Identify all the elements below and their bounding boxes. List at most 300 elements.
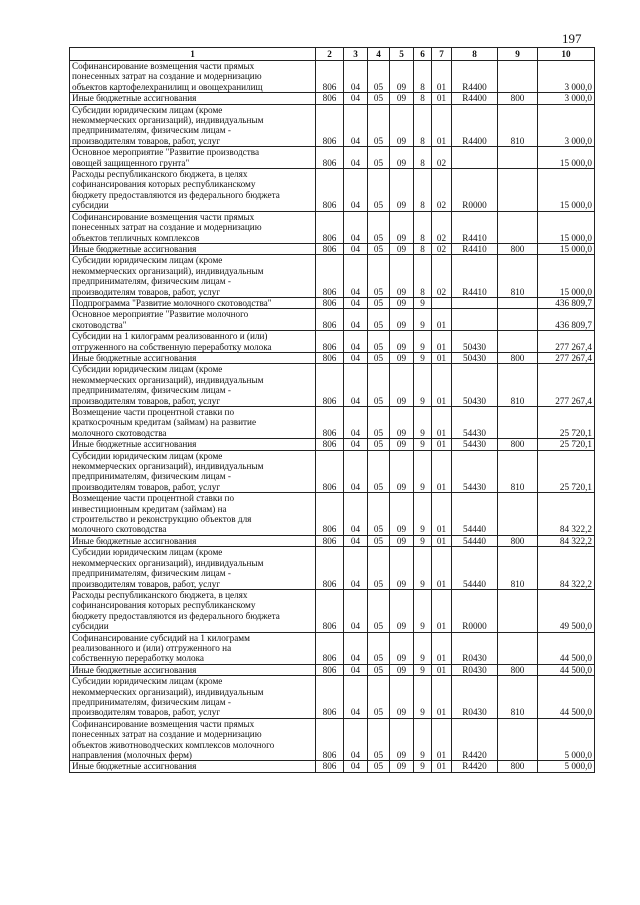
row-name-line: Софинансирование возмещения части прямых [72, 718, 255, 729]
subsection-cell: 05 [368, 243, 390, 254]
measure-cell: 01 [432, 104, 452, 147]
expense-type-cell: 810 [498, 450, 538, 493]
row-name-line: некоммерческих организаций), индивидуальным [72, 265, 264, 276]
table-row [70, 147, 595, 169]
table-row [70, 535, 595, 546]
direction-cell: 54440 [452, 493, 498, 536]
direction-cell [452, 147, 498, 169]
subsection-cell: 05 [368, 364, 390, 407]
row-name-cell [70, 104, 316, 147]
direction-cell: 50430 [452, 364, 498, 407]
section-cell: 04 [344, 589, 368, 632]
amount-cell: 277 267,4 [538, 331, 595, 353]
row-name-line: некоммерческих организаций), индивидуальным [72, 461, 264, 472]
admin-code-cell: 806 [316, 664, 344, 675]
section-cell: 04 [344, 761, 368, 772]
row-name-cell [70, 211, 316, 243]
program-cell: 09 [390, 169, 414, 212]
row-name-line: понесенных затрат на создание и модернизацию [72, 222, 262, 233]
section-cell: 04 [344, 211, 368, 243]
expense-type-cell [498, 147, 538, 169]
subprogram-cell: 9 [414, 450, 432, 493]
row-name-line: Расходы республиканского бюджета, в целях [72, 589, 248, 600]
row-name-line: предпринимателям, физическим лицам - [72, 385, 231, 396]
table-row [70, 547, 595, 590]
expense-type-cell: 810 [498, 255, 538, 298]
program-cell: 09 [390, 61, 414, 93]
section-cell: 04 [344, 243, 368, 254]
row-name-line: некоммерческих организаций), индивидуальным [72, 686, 264, 697]
measure-cell: 02 [432, 147, 452, 169]
row-name-line: некоммерческих организаций), индивидуальным [72, 557, 264, 568]
row-name-line: объектов тепличных комплексов [72, 232, 200, 243]
subprogram-cell: 9 [414, 297, 432, 308]
section-cell: 04 [344, 104, 368, 147]
section-cell: 04 [344, 364, 368, 407]
table-header [70, 48, 595, 61]
measure-cell: 01 [432, 93, 452, 104]
subsection-cell: 05 [368, 407, 390, 439]
expense-type-cell: 800 [498, 664, 538, 675]
table-row [70, 439, 595, 450]
section-cell: 04 [344, 493, 368, 536]
row-name-cell [70, 450, 316, 493]
program-cell: 09 [390, 255, 414, 298]
program-cell: 09 [390, 439, 414, 450]
row-name-line: направления (молочных ферм) [72, 750, 192, 760]
program-cell: 09 [390, 493, 414, 536]
row-name-line: Основное мероприятие "Развитие производства [72, 147, 260, 158]
column-header-3: 3 [344, 48, 368, 61]
admin-code-cell: 806 [316, 493, 344, 536]
row-name-line: Иные бюджетные ассигнования [72, 93, 197, 104]
row-name-line: Иные бюджетные ассигнования [72, 664, 197, 675]
row-name-line: объектов картофелехранилищ и овощехранилищ [72, 81, 263, 92]
table-row [70, 93, 595, 104]
direction-cell: R0000 [452, 169, 498, 212]
direction-cell: R4420 [452, 761, 498, 772]
table-row [70, 664, 595, 675]
row-name-cell [70, 93, 316, 104]
direction-cell [452, 309, 498, 331]
row-name-cell [70, 147, 316, 169]
section-cell: 04 [344, 352, 368, 363]
measure-cell: 01 [432, 407, 452, 439]
expense-type-cell: 800 [498, 243, 538, 254]
subsection-cell: 05 [368, 93, 390, 104]
program-cell: 09 [390, 632, 414, 664]
program-cell: 09 [390, 243, 414, 254]
admin-code-cell: 806 [316, 147, 344, 169]
column-header-9: 9 [498, 48, 538, 61]
row-name-cell [70, 255, 316, 298]
row-name-line: производителям товаров, работ, услуг [72, 578, 221, 589]
row-name-line: Софинансирование возмещения части прямых [72, 211, 255, 222]
direction-cell: 54430 [452, 439, 498, 450]
table-row [70, 589, 595, 632]
row-name-line: Возмещение части процентной ставки по [72, 407, 235, 417]
row-name-line: Софинансирование субсидий на 1 килограмм [72, 632, 250, 643]
row-name-line: предпринимателям, физическим лицам - [72, 568, 231, 579]
row-name-line: производителям товаров, работ, услуг [72, 286, 221, 297]
admin-code-cell: 806 [316, 632, 344, 664]
row-name-line: производителям товаров, работ, услуг [72, 707, 221, 718]
row-name-line: скотоводства" [72, 319, 127, 330]
measure-cell: 01 [432, 589, 452, 632]
row-name-cell [70, 589, 316, 632]
measure-cell: 01 [432, 450, 452, 493]
row-name-line: производителям товаров, работ, услуг [72, 395, 221, 406]
expense-type-cell [498, 309, 538, 331]
program-cell: 09 [390, 664, 414, 675]
row-name-line: понесенных затрат на создание и модернизацию [72, 729, 262, 740]
subprogram-cell: 9 [414, 664, 432, 675]
row-name-line: Субсидии юридическим лицам (кроме [72, 104, 223, 115]
subsection-cell: 05 [368, 450, 390, 493]
row-name-line: Иные бюджетные ассигнования [72, 439, 197, 450]
admin-code-cell: 806 [316, 297, 344, 308]
measure-cell: 01 [432, 547, 452, 590]
column-header-1: 1 [70, 48, 316, 61]
row-name-cell [70, 331, 316, 353]
subprogram-cell: 8 [414, 243, 432, 254]
amount-cell: 84 322,2 [538, 493, 595, 536]
table-row [70, 255, 595, 298]
table-row [70, 407, 595, 439]
table-row [70, 450, 595, 493]
row-name-cell [70, 676, 316, 719]
subsection-cell: 05 [368, 331, 390, 353]
admin-code-cell: 806 [316, 61, 344, 93]
program-cell: 09 [390, 535, 414, 546]
row-name-line: понесенных затрат на создание и модернизацию [72, 71, 262, 82]
subprogram-cell: 9 [414, 547, 432, 590]
table-row [70, 718, 595, 761]
table-row [70, 761, 595, 772]
direction-cell: 54440 [452, 547, 498, 590]
row-name-cell [70, 243, 316, 254]
program-cell: 09 [390, 211, 414, 243]
measure-cell: 01 [432, 61, 452, 93]
row-name-line: Субсидии юридическим лицам (кроме [72, 676, 223, 687]
amount-cell: 3 000,0 [538, 61, 595, 93]
row-name-line: предпринимателям, физическим лицам - [72, 471, 231, 482]
direction-cell: R4400 [452, 61, 498, 93]
subprogram-cell: 9 [414, 589, 432, 632]
direction-cell: 50430 [452, 352, 498, 363]
section-cell: 04 [344, 632, 368, 664]
direction-cell [452, 297, 498, 308]
direction-cell: R0000 [452, 589, 498, 632]
amount-cell: 44 500,0 [538, 676, 595, 719]
section-cell: 04 [344, 439, 368, 450]
table-row [70, 364, 595, 407]
row-name-line: предпринимателям, физическим лицам - [72, 276, 231, 287]
subsection-cell: 05 [368, 664, 390, 675]
section-cell: 04 [344, 147, 368, 169]
table-row [70, 61, 595, 93]
amount-cell: 15 000,0 [538, 255, 595, 298]
subprogram-cell: 9 [414, 309, 432, 331]
admin-code-cell: 806 [316, 352, 344, 363]
admin-code-cell: 806 [316, 450, 344, 493]
subsection-cell: 05 [368, 439, 390, 450]
section-cell: 04 [344, 718, 368, 761]
row-name-line: Субсидии юридическим лицам (кроме [72, 364, 223, 375]
row-name-line: предпринимателям, физическим лицам - [72, 125, 231, 136]
row-name-cell [70, 309, 316, 331]
table-row [70, 493, 595, 536]
section-cell: 04 [344, 255, 368, 298]
subprogram-cell: 9 [414, 331, 432, 353]
row-name-cell [70, 352, 316, 363]
expense-type-cell [498, 407, 538, 439]
row-name-line: овощей защищенного грунта" [72, 157, 190, 168]
amount-cell: 5 000,0 [538, 761, 595, 772]
subprogram-cell: 8 [414, 93, 432, 104]
admin-code-cell: 806 [316, 331, 344, 353]
direction-cell: R4420 [452, 718, 498, 761]
column-header-7: 7 [432, 48, 452, 61]
row-name-cell [70, 169, 316, 212]
header-row [70, 48, 595, 61]
program-cell: 09 [390, 676, 414, 719]
subprogram-cell: 9 [414, 632, 432, 664]
row-name-line: софинансирования которых республиканскому [72, 179, 256, 190]
admin-code-cell: 806 [316, 364, 344, 407]
row-name-line: субсидии [72, 200, 109, 211]
table-row [70, 676, 595, 719]
amount-cell: 15 000,0 [538, 243, 595, 254]
row-name-line: Субсидии юридическим лицам (кроме [72, 450, 223, 461]
subprogram-cell: 9 [414, 761, 432, 772]
program-cell: 09 [390, 104, 414, 147]
subsection-cell: 05 [368, 589, 390, 632]
program-cell: 09 [390, 718, 414, 761]
expense-type-cell: 800 [498, 352, 538, 363]
section-cell: 04 [344, 676, 368, 719]
subprogram-cell: 9 [414, 676, 432, 719]
row-name-line: некоммерческих организаций), индивидуальным [72, 115, 264, 126]
row-name-line: краткосрочным кредитам (займам) на развитие [72, 417, 257, 428]
section-cell: 04 [344, 535, 368, 546]
row-name-line: Софинансирование возмещения части прямых [72, 61, 255, 71]
section-cell: 04 [344, 407, 368, 439]
section-cell: 04 [344, 169, 368, 212]
amount-cell: 15 000,0 [538, 169, 595, 212]
row-name-line: Расходы республиканского бюджета, в целях [72, 169, 248, 180]
section-cell: 04 [344, 547, 368, 590]
direction-cell: R4400 [452, 104, 498, 147]
measure-cell: 01 [432, 331, 452, 353]
subprogram-cell: 8 [414, 104, 432, 147]
amount-cell: 277 267,4 [538, 352, 595, 363]
program-cell: 09 [390, 93, 414, 104]
table-row [70, 243, 595, 254]
table-row [70, 211, 595, 243]
direction-cell: R4410 [452, 243, 498, 254]
row-name-cell [70, 718, 316, 761]
amount-cell: 436 809,7 [538, 297, 595, 308]
section-cell: 04 [344, 450, 368, 493]
subprogram-cell: 8 [414, 211, 432, 243]
measure-cell: 02 [432, 169, 452, 212]
row-name-line: Субсидии юридическим лицам (кроме [72, 547, 223, 558]
row-name-cell [70, 297, 316, 308]
admin-code-cell: 806 [316, 93, 344, 104]
subsection-cell: 05 [368, 104, 390, 147]
expense-type-cell [498, 589, 538, 632]
amount-cell: 44 500,0 [538, 632, 595, 664]
column-header-6: 6 [414, 48, 432, 61]
column-header-5: 5 [390, 48, 414, 61]
admin-code-cell: 806 [316, 255, 344, 298]
measure-cell: 02 [432, 211, 452, 243]
measure-cell: 01 [432, 761, 452, 772]
expense-type-cell: 800 [498, 93, 538, 104]
row-name-line: предпринимателям, физическим лицам - [72, 696, 231, 707]
admin-code-cell: 806 [316, 547, 344, 590]
expense-type-cell: 800 [498, 761, 538, 772]
program-cell: 09 [390, 450, 414, 493]
row-name-cell [70, 61, 316, 93]
amount-cell: 84 322,2 [538, 535, 595, 546]
expense-type-cell: 810 [498, 676, 538, 719]
row-name-line: Субсидии юридическим лицам (кроме [72, 255, 223, 266]
expense-type-cell: 800 [498, 439, 538, 450]
table-row [70, 309, 595, 331]
admin-code-cell: 806 [316, 169, 344, 212]
amount-cell: 84 322,2 [538, 547, 595, 590]
measure-cell: 01 [432, 664, 452, 675]
subsection-cell: 05 [368, 309, 390, 331]
measure-cell: 01 [432, 309, 452, 331]
admin-code-cell: 806 [316, 589, 344, 632]
amount-cell: 15 000,0 [538, 147, 595, 169]
amount-cell: 25 720,1 [538, 439, 595, 450]
amount-cell: 15 000,0 [538, 211, 595, 243]
row-name-line: Возмещение части процентной ставки по [72, 493, 235, 504]
program-cell: 09 [390, 309, 414, 331]
row-name-cell [70, 547, 316, 590]
subsection-cell: 05 [368, 761, 390, 772]
row-name-cell [70, 535, 316, 546]
row-name-line: Основное мероприятие "Развитие молочного [72, 309, 249, 320]
amount-cell: 25 720,1 [538, 450, 595, 493]
subprogram-cell: 9 [414, 493, 432, 536]
direction-cell: R4410 [452, 255, 498, 298]
expense-type-cell [498, 211, 538, 243]
row-name-line: инвестиционным кредитам (займам) на [72, 503, 227, 514]
admin-code-cell: 806 [316, 407, 344, 439]
row-name-line: Иные бюджетные ассигнования [72, 535, 197, 546]
amount-cell: 49 500,0 [538, 589, 595, 632]
admin-code-cell: 806 [316, 243, 344, 254]
section-cell: 04 [344, 664, 368, 675]
section-cell: 04 [344, 331, 368, 353]
table-row [70, 331, 595, 353]
amount-cell: 44 500,0 [538, 664, 595, 675]
amount-cell: 277 267,4 [538, 364, 595, 407]
amount-cell: 25 720,1 [538, 407, 595, 439]
table-row [70, 297, 595, 308]
measure-cell: 01 [432, 676, 452, 719]
expense-type-cell [498, 493, 538, 536]
table-row [70, 169, 595, 212]
measure-cell: 01 [432, 352, 452, 363]
expense-type-cell [498, 718, 538, 761]
program-cell: 09 [390, 352, 414, 363]
amount-cell: 436 809,7 [538, 309, 595, 331]
section-cell: 04 [344, 61, 368, 93]
subsection-cell: 05 [368, 632, 390, 664]
direction-cell: R4400 [452, 93, 498, 104]
subsection-cell: 05 [368, 535, 390, 546]
subsection-cell: 05 [368, 61, 390, 93]
measure-cell: 01 [432, 535, 452, 546]
subprogram-cell: 8 [414, 169, 432, 212]
direction-cell: R0430 [452, 664, 498, 675]
row-name-line: Иные бюджетные ассигнования [72, 243, 197, 254]
subprogram-cell: 9 [414, 535, 432, 546]
admin-code-cell: 806 [316, 439, 344, 450]
expense-type-cell: 810 [498, 547, 538, 590]
row-name-cell [70, 493, 316, 536]
direction-cell: R0430 [452, 676, 498, 719]
subsection-cell: 05 [368, 547, 390, 590]
program-cell: 09 [390, 364, 414, 407]
row-name-line: объектов животноводческих комплексов молочного [72, 739, 275, 750]
row-name-line: бюджету предоставляются из федерального бюджета [72, 610, 280, 621]
section-cell: 04 [344, 309, 368, 331]
subsection-cell: 05 [368, 255, 390, 298]
admin-code-cell: 806 [316, 535, 344, 546]
admin-code-cell: 806 [316, 104, 344, 147]
program-cell: 09 [390, 761, 414, 772]
row-name-line: софинансирования которых республиканскому [72, 600, 256, 611]
direction-cell: 54430 [452, 450, 498, 493]
direction-cell: 54430 [452, 407, 498, 439]
direction-cell: 54440 [452, 535, 498, 546]
admin-code-cell: 806 [316, 718, 344, 761]
admin-code-cell: 806 [316, 761, 344, 772]
section-cell: 04 [344, 297, 368, 308]
page-number: 197 [562, 31, 582, 46]
direction-cell: R0430 [452, 632, 498, 664]
table-row [70, 352, 595, 363]
expense-type-cell: 810 [498, 364, 538, 407]
row-name-line: Подпрограмма "Развитие молочного скотоводства" [72, 297, 272, 308]
amount-cell: 5 000,0 [538, 718, 595, 761]
subsection-cell: 05 [368, 147, 390, 169]
expense-type-cell [498, 169, 538, 212]
amount-cell: 3 000,0 [538, 93, 595, 104]
row-name-cell [70, 364, 316, 407]
admin-code-cell: 806 [316, 676, 344, 719]
measure-cell: 01 [432, 718, 452, 761]
row-name-line: субсидии [72, 621, 109, 632]
measure-cell: 01 [432, 493, 452, 536]
subsection-cell: 05 [368, 297, 390, 308]
row-name-line: строительство и реконструкцию объектов для [72, 514, 252, 525]
admin-code-cell: 806 [316, 211, 344, 243]
expense-type-cell: 810 [498, 104, 538, 147]
measure-cell [432, 297, 452, 308]
measure-cell: 01 [432, 632, 452, 664]
expense-type-cell [498, 632, 538, 664]
column-header-10: 10 [538, 48, 595, 61]
subsection-cell: 05 [368, 211, 390, 243]
